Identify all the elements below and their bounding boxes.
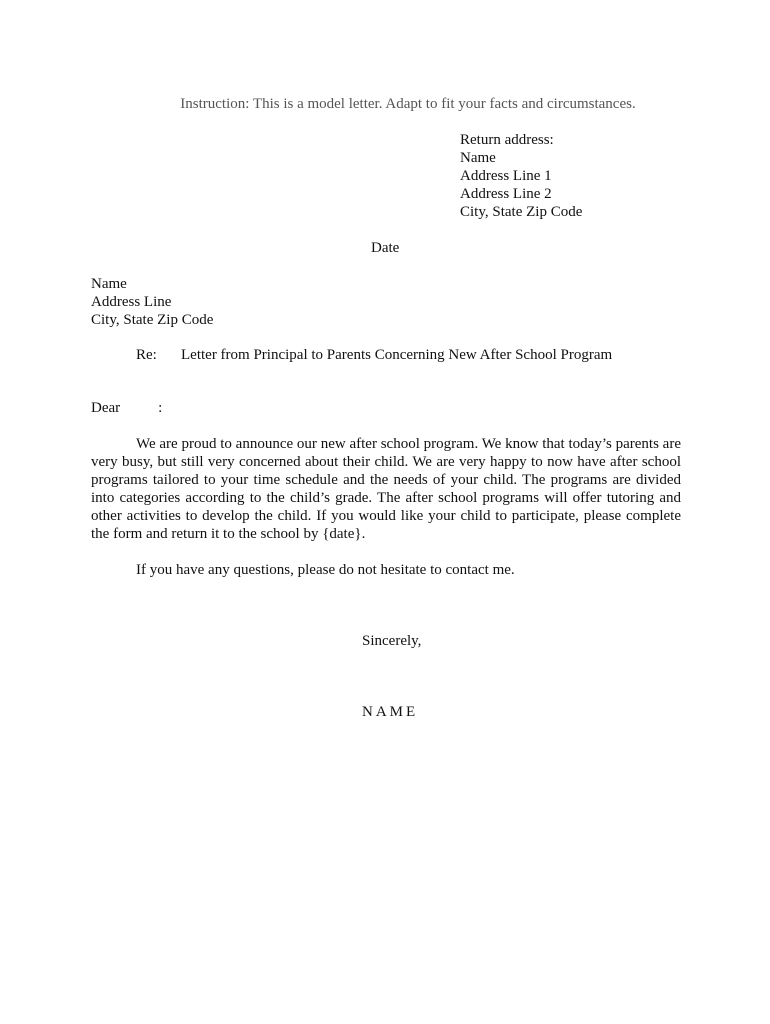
- return-address-line1: Address Line 1: [460, 168, 552, 184]
- signature-name: NAME: [362, 704, 419, 720]
- recipient-address-block: [91, 275, 391, 329]
- instruction-note: Instruction: This is a model letter. Adapt to fit your facts and circumstances.: [180, 96, 636, 112]
- subject-line: [136, 346, 612, 364]
- recipient-address-line: Address Line: [91, 294, 172, 310]
- salutation-colon: :: [158, 400, 163, 416]
- return-address-line2: Address Line 2: [460, 186, 552, 202]
- recipient-city-state-zip: City, State Zip Code: [91, 312, 214, 328]
- closing-paragraph: If you have any questions, please do not hesitate to contact me.: [136, 562, 515, 578]
- complimentary-close: Sincerely,: [362, 633, 422, 649]
- recipient-name: Name: [91, 276, 127, 292]
- salutation-dear: Dear: [91, 400, 121, 416]
- return-address-label: Return address:: [460, 132, 554, 148]
- return-address-city-state-zip: City, State Zip Code: [460, 204, 583, 220]
- salutation: [91, 399, 162, 417]
- subject-text: Letter from Principal to Parents Concerning New After School Program: [181, 347, 613, 363]
- subject-label: Re:: [136, 347, 157, 363]
- letter-date: Date: [371, 240, 400, 256]
- return-address-block: [460, 131, 750, 221]
- return-address-name: Name: [460, 150, 496, 166]
- body-paragraph: We are proud to announce our new after school program. We know that today’s parents are very busy, but still very concerned about their child. We are very happy to now have after school programs tailored to your time schedule and the needs of your child. The programs are divided into categories according to the child’s grade. The after school programs will offer tutoring and other activities to develop the child. If you would like your child to participate, please complete the form and return it to the school by {date}.: [91, 436, 681, 542]
